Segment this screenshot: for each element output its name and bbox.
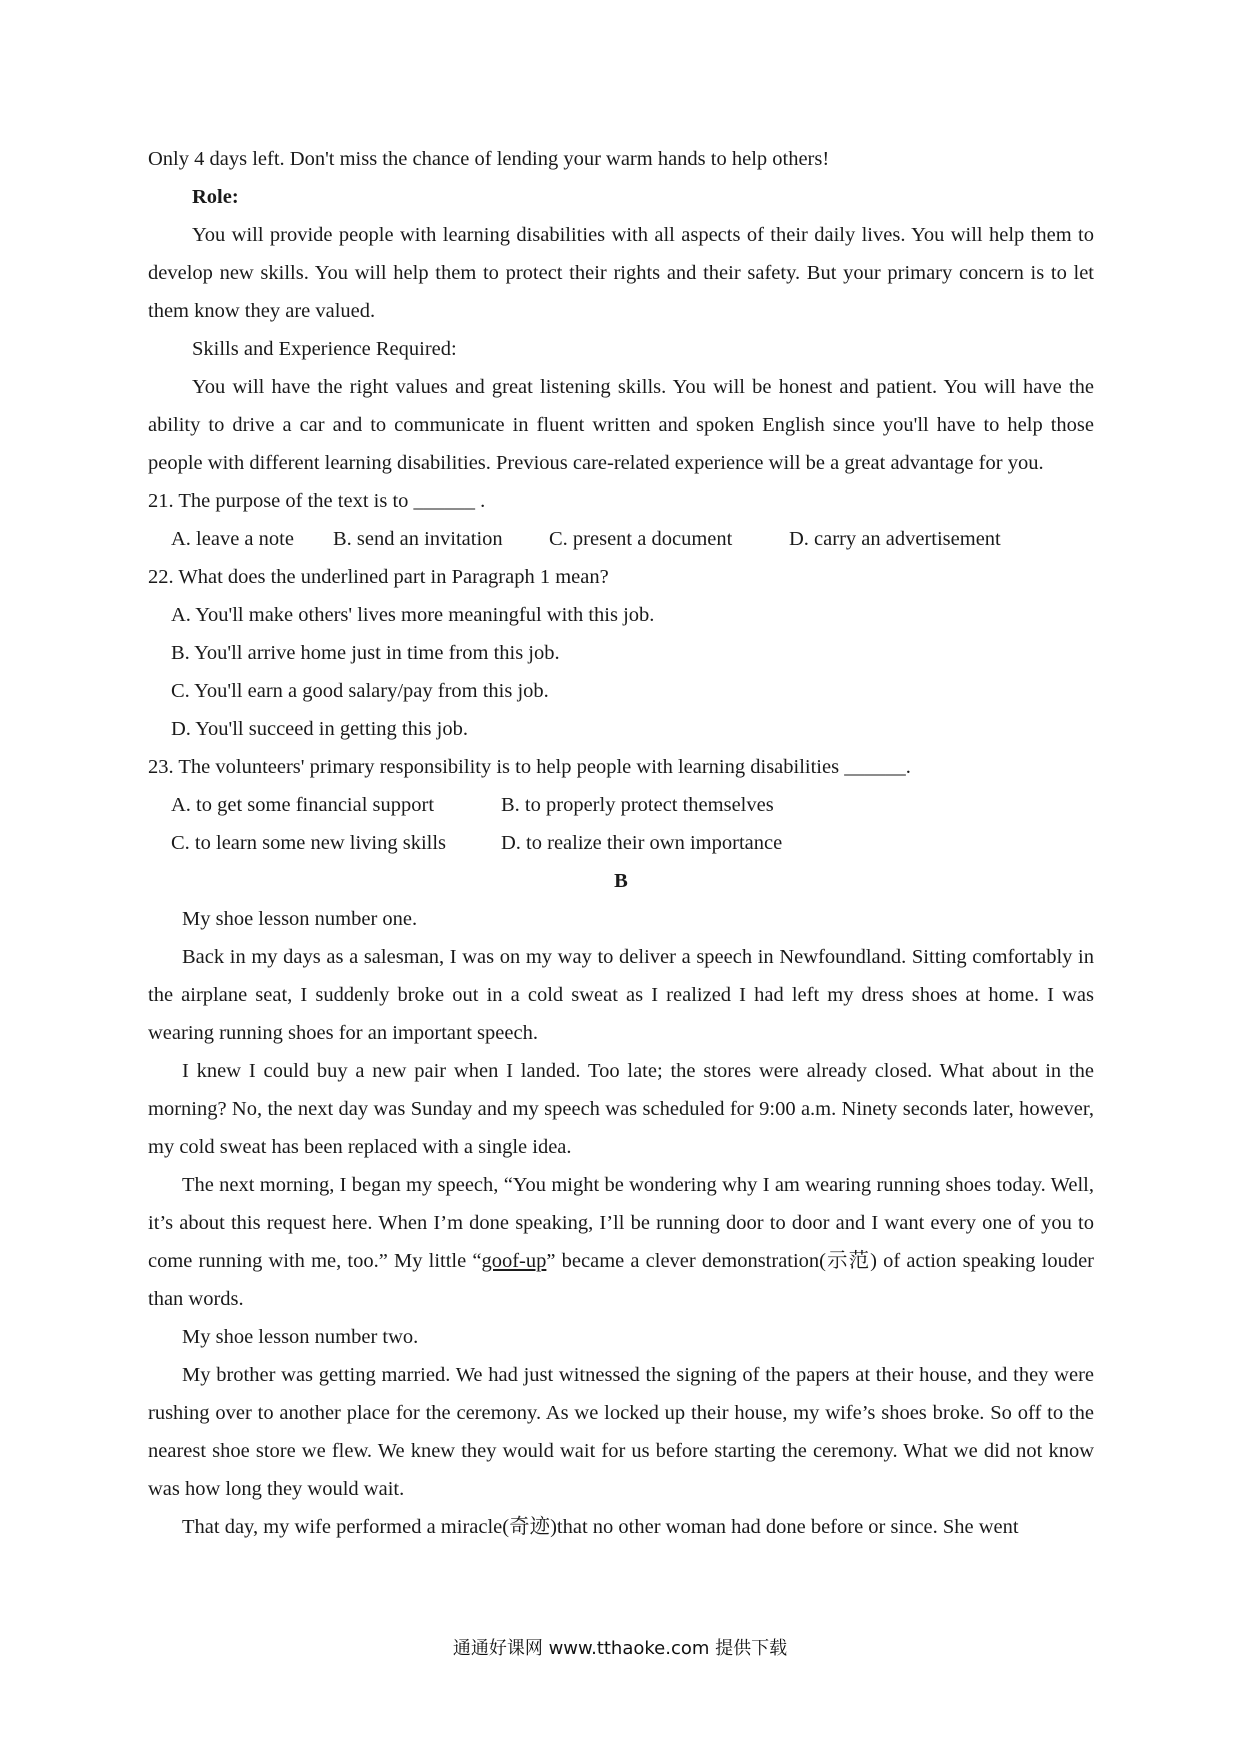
q22-option-b: B. You'll arrive home just in time from this job. — [171, 642, 560, 664]
q21-option-b: B. send an invitation — [333, 528, 503, 550]
question-23-options-row-2 — [148, 824, 1094, 862]
q23-option-c: C. to learn some new living skills — [171, 832, 447, 854]
question-23-options-row-1 — [148, 786, 1094, 824]
q21-option-d: D. carry an advertisement — [789, 528, 1001, 550]
skills-paragraph: You will have the right values and great listening skills. You will be honest and patient. You will have the ability to drive a car and to communicate in fluent written and spoken English since you'll have to help those people with different learning disabilities. Previous care-related experience will be a great advantage for you. — [148, 376, 1094, 474]
document-page — [148, 140, 1094, 1546]
question-21-stem: 21. The purpose of the text is to ______ . — [148, 490, 486, 512]
lesson-two-heading: My shoe lesson number two. — [182, 1326, 419, 1348]
section-b-paragraph-5: That day, my wife performed a miracle(奇迹)that no other woman had done before or since. She went — [182, 1516, 1019, 1538]
q21-option-a: A. leave a note — [171, 528, 294, 550]
question-21-options — [148, 520, 1094, 558]
q22-option-c: C. You'll earn a good salary/pay from this job. — [171, 680, 549, 702]
role-paragraph: You will provide people with learning disabilities with all aspects of their daily lives. You will help them to develop new skills. You will help them to protect their rights and their safety. But your primary concern is to let them know they are valued. — [148, 224, 1094, 322]
question-22-stem: 22. What does the underlined part in Paragraph 1 mean? — [148, 566, 609, 588]
q23-option-a: A. to get some financial support — [171, 794, 435, 816]
role-heading: Role: — [192, 186, 239, 208]
section-b-paragraph-4: My brother was getting married. We had just witnessed the signing of the papers at their house, and they were rushing over to another place for the ceremony. As we locked up their house, my wife’s shoes broke. So off to the nearest shoe store we flew. We knew they would wait for us before starting the ceremony. What we did not know was how long they would wait. — [148, 1364, 1094, 1500]
section-b-paragraph-1: Back in my days as a salesman, I was on my way to deliver a speech in Newfoundland. Sitting comfortably in the airplane seat, I suddenly broke out in a cold sweat as I realized I had left my dress shoes at home. I was wearing running shoes for an important speech. — [148, 946, 1094, 1044]
paragraph-3-text-start: The next morning, I began my speech, “You might be wondering why I am wearing running shoes today. Well, it’s about this request here. When I’m done speaking, I’ll be running door to door and I want every one of you to come running with me, too.” My little “ — [148, 1174, 1094, 1272]
footer-watermark: 通通好课网 www.tthaoke.com 提供下载 — [452, 1638, 788, 1659]
q22-option-d: D. You'll succeed in getting this job. — [171, 718, 468, 740]
q23-option-b: B. to properly protect themselves — [501, 794, 774, 816]
section-b-paragraph-3 — [148, 1166, 1094, 1318]
q22-option-a: A. You'll make others' lives more meaningful with this job. — [171, 604, 655, 626]
skills-heading: Skills and Experience Required: — [192, 338, 457, 360]
underlined-goof-up: goof-up — [481, 1250, 547, 1272]
paragraph-3-text-end: ” became a clever demonstration(示范) of action speaking louder than words. — [148, 1250, 1094, 1310]
q21-option-c: C. present a document — [549, 528, 733, 550]
intro-line: Only 4 days left. Don't miss the chance of lending your warm hands to help others! — [148, 148, 830, 170]
section-b-heading: B — [614, 870, 628, 892]
question-23-stem: 23. The volunteers' primary responsibility is to help people with learning disabilities ______. — [148, 756, 911, 778]
lesson-one-heading: My shoe lesson number one. — [182, 908, 418, 930]
section-b-paragraph-2: I knew I could buy a new pair when I landed. Too late; the stores were already closed. What about in the morning? No, the next day was Sunday and my speech was scheduled for 9:00 a.m. Ninety seconds later, however, my cold sweat has been replaced with a single idea. — [148, 1060, 1094, 1158]
q23-option-d: D. to realize their own importance — [501, 832, 783, 854]
